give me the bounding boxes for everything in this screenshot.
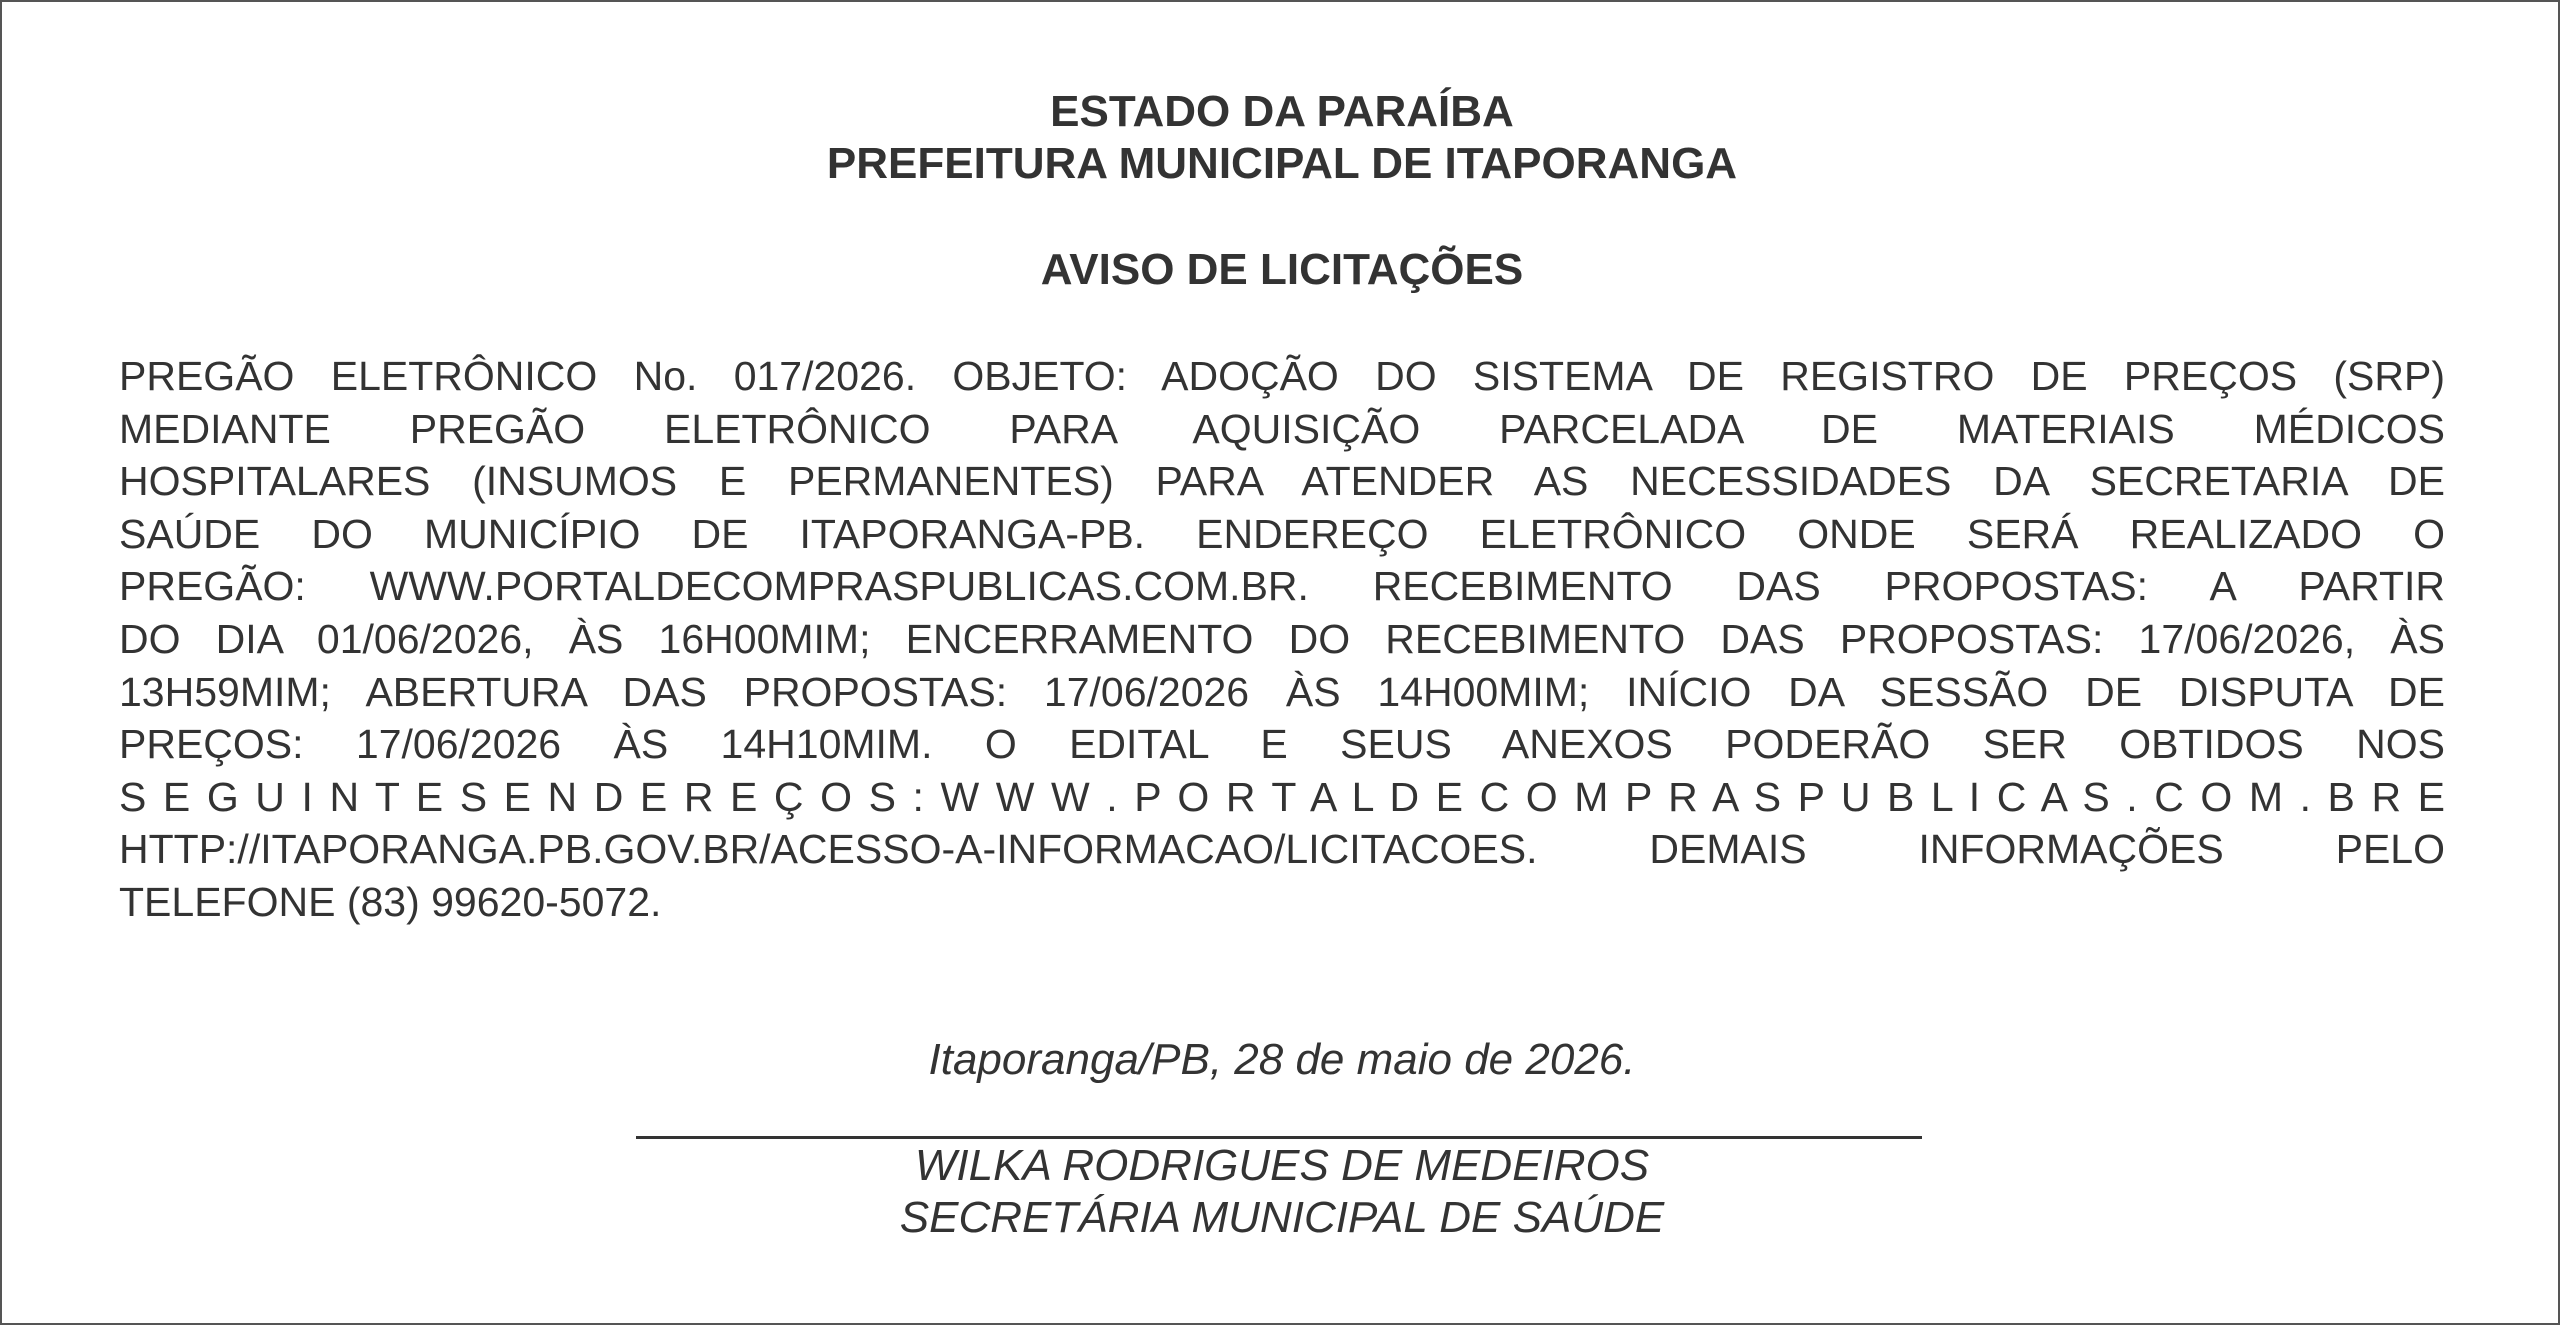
notice-line: PREÇOS: 17/06/2026 ÀS 14H10MIM. O EDITAL E SEUS ANEXOS PODERÃO SER OBTIDOS NOS bbox=[119, 721, 2445, 768]
notice-line: HTTP://ITAPORANGA.PB.GOV.BR/ACESSO-A-INFORMACAO/LICITACOES. DEMAIS INFORMAÇÕES PELO bbox=[119, 826, 2445, 873]
notice-line: DO DIA 01/06/2026, ÀS 16H00MIM; ENCERRAMENTO DO RECEBIMENTO DAS PROPOSTAS: 17/06/2026, ÀS bbox=[119, 615, 2445, 662]
notice-line: HOSPITALARES (INSUMOS E PERMANENTES) PARA ATENDER AS NECESSIDADES DA SECRETARIA DE bbox=[119, 458, 2445, 505]
notice-line: SAÚDE DO MUNICÍPIO DE ITAPORANGA-PB. ENDEREÇO ELETRÔNICO ONDE SERÁ REALIZADO O bbox=[119, 510, 2445, 557]
notice-line: PREGÃO: WWW.PORTALDECOMPRASPUBLICAS.COM.BR. RECEBIMENTO DAS PROPOSTAS: A PARTIR bbox=[119, 563, 2445, 610]
notice-line: MEDIANTE PREGÃO ELETRÔNICO PARA AQUISIÇÃO PARCELADA DE MATERIAIS MÉDICOS bbox=[119, 405, 2445, 452]
notice-title: AVISO DE LICITAÇÕES bbox=[1040, 245, 1524, 294]
state-heading: ESTADO DA PARAÍBA bbox=[1050, 87, 1514, 136]
signature-line bbox=[636, 1136, 1922, 1139]
notice-line: TELEFONE (83) 99620-5072. bbox=[119, 878, 662, 925]
signer-name: WILKA RODRIGUES DE MEDEIROS bbox=[914, 1141, 1650, 1190]
notice-body bbox=[119, 350, 2445, 929]
notice-line: S E G U I N T E S E N D E R E Ç O S : W W W . P O R T A L D E C O M P R A S P U B L I C A S . C O M . B R E bbox=[119, 773, 2445, 820]
notice-line: 13H59MIM; ABERTURA DAS PROPOSTAS: 17/06/2026 ÀS 14H00MIM; INÍCIO DA SESSÃO DE DISPUTA DE bbox=[119, 668, 2445, 715]
notice-line: PREGÃO ELETRÔNICO No. 017/2026. OBJETO: ADOÇÃO DO SISTEMA DE REGISTRO DE PREÇOS (SRP) bbox=[119, 353, 2445, 399]
place-date: Itaporanga/PB, 28 de maio de 2026. bbox=[928, 1035, 1636, 1084]
municipality-heading: PREFEITURA MUNICIPAL DE ITAPORANGA bbox=[826, 139, 1738, 188]
signer-role: SECRETÁRIA MUNICIPAL DE SAÚDE bbox=[899, 1193, 1665, 1242]
